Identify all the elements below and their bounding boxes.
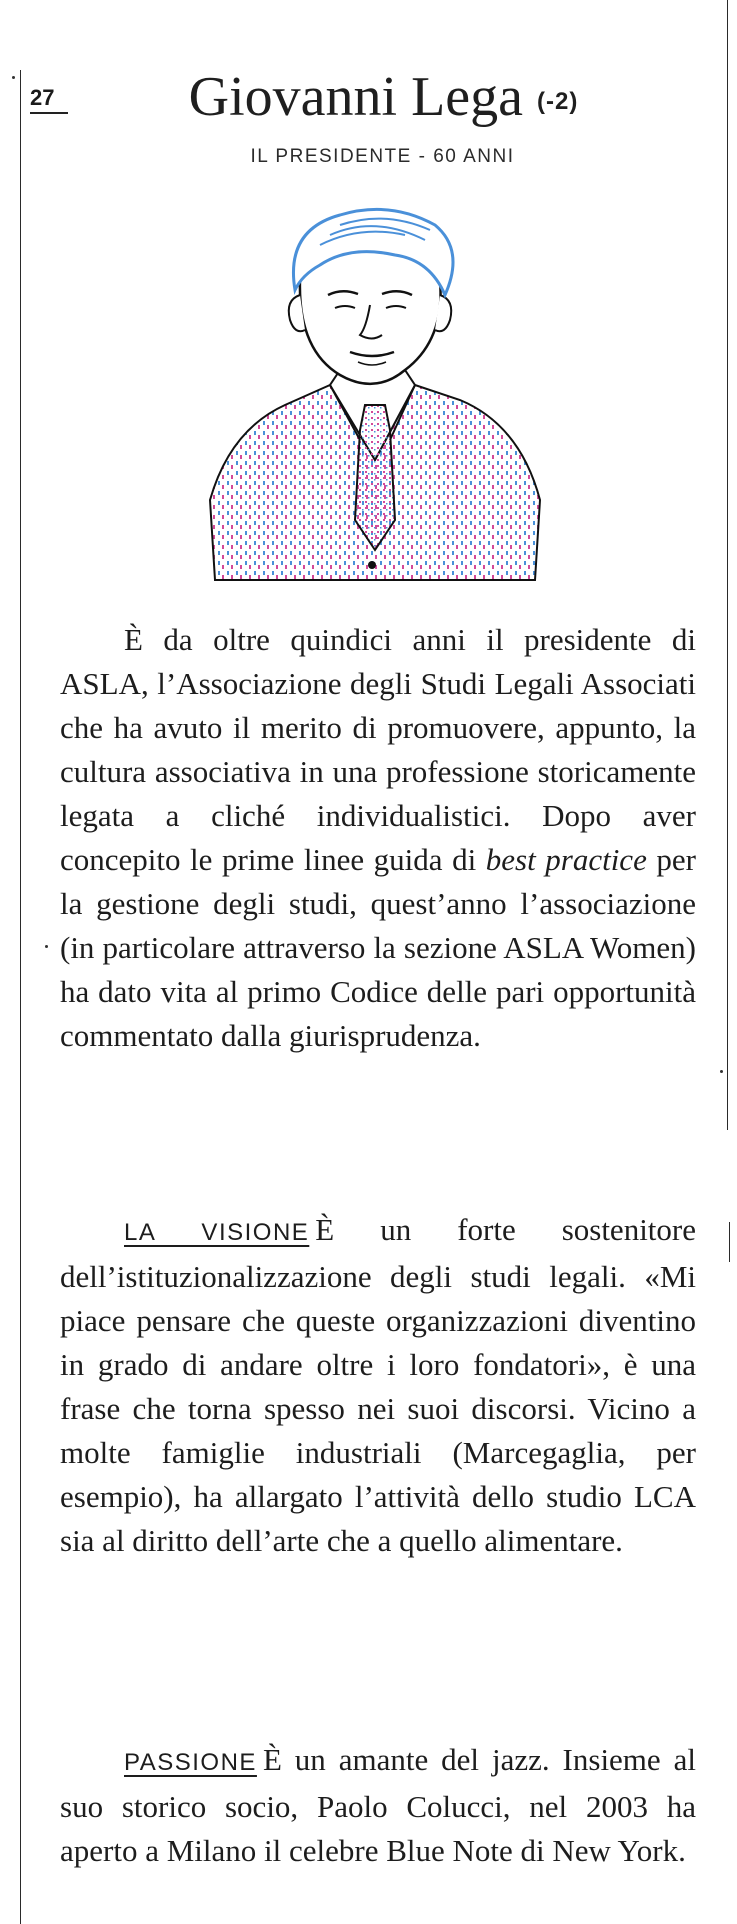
rank-number: 27 [30, 86, 68, 114]
vision-label: LA VISIONE [124, 1219, 310, 1246]
intro-text-end: per la gestione degli studi, quest’anno l’associazione (in particolare attraverso la sezione ASLA Women) ha dato vita al primo Codice delle pari opportunità commentato dalla giurisprudenza. [60, 842, 696, 1053]
person-role: IL PRESIDENTE - 60 ANNI [250, 146, 515, 167]
print-speck [12, 76, 15, 79]
left-column-rule [20, 70, 21, 1924]
passion-paragraph [60, 1738, 696, 1873]
print-speck [720, 1070, 723, 1073]
portrait-illustration [190, 200, 560, 590]
right-column-rule [727, 0, 728, 1130]
intro-text: È da oltre quindici anni il presidente di ASLA, l’Associazione degli Studi Legali Associati che ha avuto il merito di promuovere, appunto, la cultura associativa in una professione storicamente legata a cliché individualistici. Dopo aver concepito le prime linee guida di [60, 622, 696, 877]
intro-italic-term: best practice [485, 842, 647, 877]
passion-label: PASSIONE [124, 1749, 257, 1776]
passion-text: È un amante del jazz. Insieme al suo storico socio, Paolo Colucci, nel 2003 ha aperto a Milano il celebre Blue Note di New York. [60, 1742, 696, 1868]
vision-paragraph [60, 1208, 696, 1563]
person-name: Giovanni Lega [188, 66, 523, 128]
vision-text: È un forte sostenitore dell’istituzionalizzazione degli studi legali. «Mi piace pensare che queste organizzazioni diventino in grado di andare oltre i loro fondatori», è una frase che torna spesso nei suoi discorsi. Vicino a molte famiglie industriali (Marcegaglia, per esempio), ha allargato l’attività dello studio LCA sia al diritto dell’arte che a quello alimentare. [60, 1212, 697, 1558]
next-entry-edge [729, 1222, 737, 1262]
print-speck [45, 945, 48, 948]
page-title [0, 62, 737, 137]
rank-change: (-2) [537, 88, 579, 115]
intro-paragraph [60, 618, 696, 1058]
